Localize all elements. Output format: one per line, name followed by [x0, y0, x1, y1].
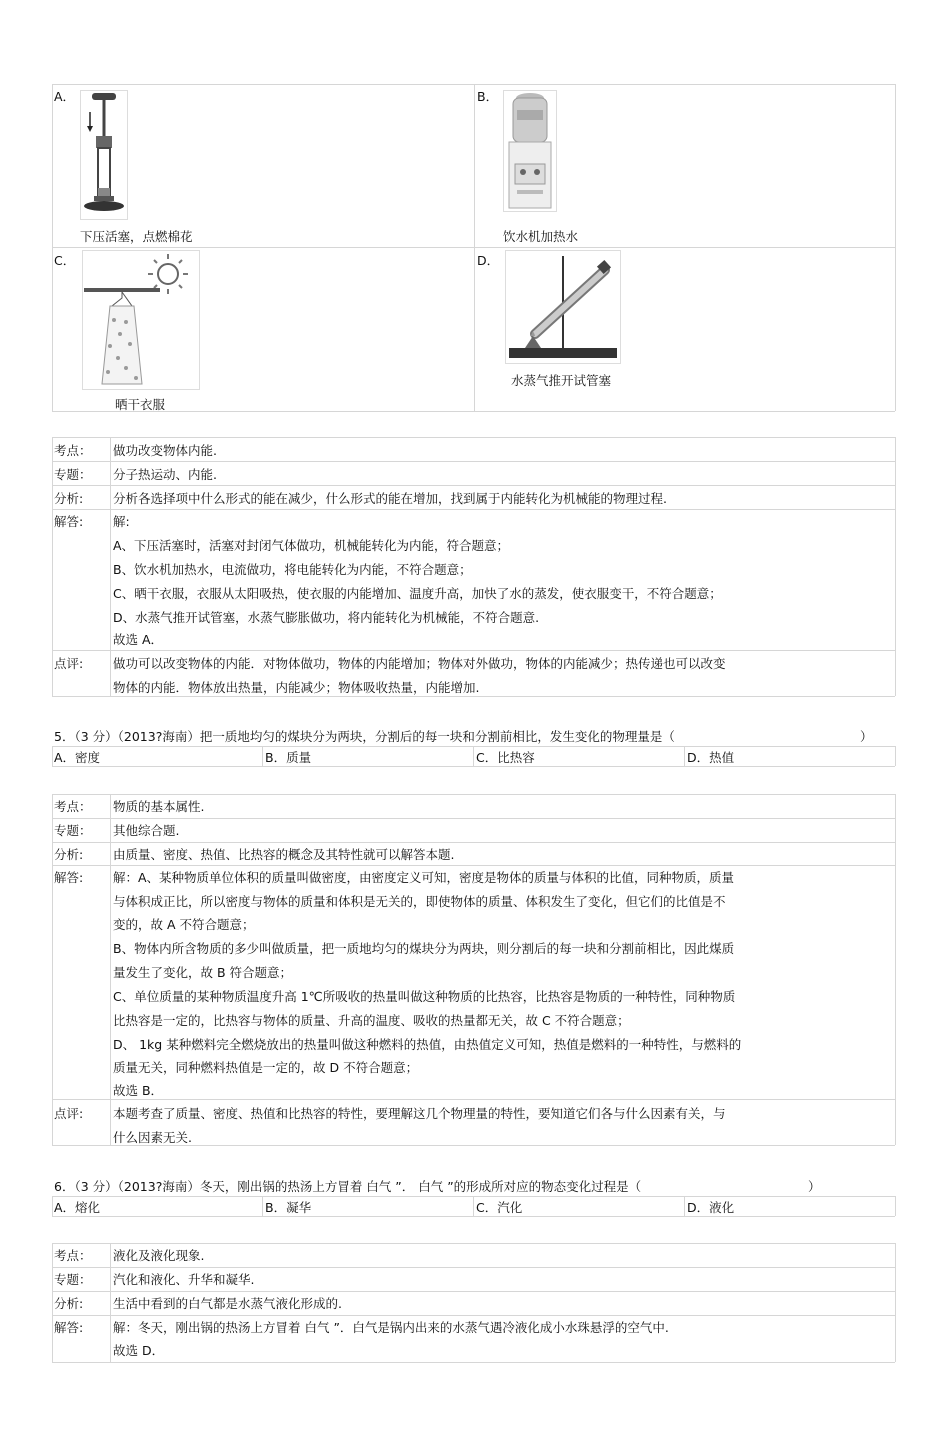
q5-option[interactable]: A．密度 — [54, 750, 101, 765]
option-d-letter: D． — [477, 253, 500, 268]
q5-jieda-line: 变的，故 A 不符合题意； — [113, 917, 255, 932]
q5-stem: 5．（3 分）（2013?海南）把一质地均匀的煤块分为两块，分割后的每一块和分割前相比，发生变化的物理量是（ — [54, 729, 675, 744]
q5-dianping-line: 什么因素无关. — [113, 1130, 192, 1145]
q4-kaodian: 做功改变物体内能. — [113, 443, 217, 458]
q5-zhuanti: 其他综合题. — [113, 823, 180, 838]
q4-fenxi: 分析各选择项中什么形式的能在减少，什么形式的能在增加，找到属于内能转化为机械能的物理过程. — [113, 491, 667, 506]
option-a-letter: A． — [54, 89, 76, 104]
q6-stem: 6．（3 分）（2013?海南）冬天，刚出锅的热汤上方冒着 白气 ”． 白气 ”的形成所对应的物态变化过程是（ — [54, 1179, 642, 1194]
q4-jieda-line: B、饮水机加热水，电流做功，将电能转化为内能，不符合题意； — [113, 562, 472, 577]
q4-zhuanti: 分子热运动、内能. — [113, 467, 217, 482]
test-tube-apparatus-image — [505, 250, 621, 364]
option-a-caption: 下压活塞，点燃棉花 — [80, 229, 193, 244]
q6-option[interactable]: D．液化 — [687, 1200, 735, 1215]
option-d-caption: 水蒸气推开试管塞 — [511, 373, 612, 388]
q4-kaodian-label: 考点： — [54, 443, 92, 458]
q5-kaodian: 物质的基本属性. — [113, 799, 205, 814]
drying-clothes-image — [82, 250, 200, 390]
q5-dianping-line: 本题考查了质量、密度、热值和比热容的特性，要理解这几个物理量的特性，要知道它们各与什么因素有关，与 — [113, 1106, 726, 1121]
piston-apparatus-image — [80, 90, 128, 220]
option-c-letter: C． — [54, 253, 76, 268]
q5-jieda-line: C、单位质量的某种物质温度升高 1℃所吸收的热量叫做这种物质的比热容，比热容是物质的一种特性，同种物质 — [113, 989, 736, 1004]
q4-jieda-line: A、下压活塞时，活塞对封闭气体做功，机械能转化为内能，符合题意； — [113, 538, 510, 553]
q6-zhuanti: 汽化和液化、升华和凝华. — [113, 1272, 255, 1287]
q5-fenxi-label: 分析: — [54, 847, 84, 862]
option-c-caption: 晒干衣服 — [115, 397, 166, 412]
q6-option[interactable]: C．汽化 — [476, 1200, 523, 1215]
q5-jieda-label: 解答: — [54, 870, 84, 885]
q5-jieda-line: 质量无关，同种燃料热值是一定的，故 D 不符合题意； — [113, 1060, 419, 1075]
q6-jieda-line: 故选 D． — [113, 1343, 165, 1358]
q6-zhuanti-label: 专题： — [54, 1272, 92, 1287]
q4-jieda-line: C、晒干衣服，衣服从太阳吸热，使衣服的内能增加、温度升高，加快了水的蒸发，使衣服变干，不符合题意； — [113, 586, 722, 601]
option-b-letter: B． — [477, 89, 499, 104]
q5-dianping-label: 点评: — [54, 1106, 84, 1121]
q4-jieda-line: D、水蒸气推开试管塞，水蒸气膨胀做功，将内能转化为机械能，不符合题意. — [113, 610, 540, 625]
q6-kaodian: 液化及液化现象. — [113, 1248, 205, 1263]
q6-stem-end: ） — [808, 1179, 821, 1194]
q6-kaodian-label: 考点： — [54, 1248, 92, 1263]
q5-jieda-line: 比热容是一定的，比热容与物体的质量、升高的温度、吸收的热量都无关，故 C 不符合题意； — [113, 1013, 630, 1028]
q5-jieda-line: D、 1kg 某种燃料完全燃烧放出的热量叫做这种燃料的热值，由热值定义可知，热值是燃料的一种特性，与燃料的 — [113, 1037, 742, 1052]
q5-fenxi: 由质量、密度、热值、比热容的概念及其特性就可以解答本题. — [113, 847, 455, 862]
q4-dianping-label: 点评: — [54, 656, 84, 671]
q5-jieda-line: 解：A、某种物质单位体积的质量叫做密度，由密度定义可知，密度是物体的质量与体积的比值，同种物质，质量 — [113, 870, 735, 885]
q5-kaodian-label: 考点： — [54, 799, 92, 814]
water-dispenser-image — [503, 90, 557, 212]
q4-jieda-line: 解: — [113, 514, 130, 529]
q5-stem-end: ） — [860, 729, 873, 744]
q5-option[interactable]: D．热值 — [687, 750, 735, 765]
q6-option[interactable]: A．熔化 — [54, 1200, 101, 1215]
q5-jieda-line: 量发生了变化，故 B 符合题意； — [113, 965, 293, 980]
q4-dianping-line: 做功可以改变物体的内能．对物体做功，物体的内能增加；物体对外做功，物体的内能减少；热传递也可以改变 — [113, 656, 726, 671]
q4-fenxi-label: 分析: — [54, 491, 84, 506]
q5-option[interactable]: C．比热容 — [476, 750, 535, 765]
q4-zhuanti-label: 专题： — [54, 467, 92, 482]
q6-option[interactable]: B．凝华 — [265, 1200, 312, 1215]
q5-jieda-line: B、物体内所含物质的多少叫做质量，把一质地均匀的煤块分为两块，则分割后的每一块和分割前相比，因此煤质 — [113, 941, 735, 956]
q6-fenxi-label: 分析: — [54, 1296, 84, 1311]
q5-zhuanti-label: 专题： — [54, 823, 92, 838]
q4-dianping-line: 物体的内能．物体放出热量，内能减少；物体吸收热量，内能增加. — [113, 680, 480, 695]
q4-jieda-label: 解答: — [54, 514, 84, 529]
q5-jieda-line: 故选 B． — [113, 1083, 164, 1098]
q4-jieda-line: 故选 A． — [113, 632, 164, 647]
q6-fenxi: 生活中看到的白气都是水蒸气液化形成的. — [113, 1296, 342, 1311]
q6-jieda-line: 解：冬天，刚出锅的热汤上方冒着 白气 ”．白气是锅内出来的水蒸气遇冷液化成小水珠悬浮的空气中. — [113, 1320, 669, 1335]
q6-jieda-label: 解答: — [54, 1320, 84, 1335]
q5-jieda-line: 与体积成正比，所以密度与物体的质量和体积是无关的，即使物体的质量、体积发生了变化，但它们的比值是不 — [113, 894, 726, 909]
q5-option[interactable]: B．质量 — [265, 750, 312, 765]
option-b-caption: 饮水机加热水 — [503, 229, 579, 244]
